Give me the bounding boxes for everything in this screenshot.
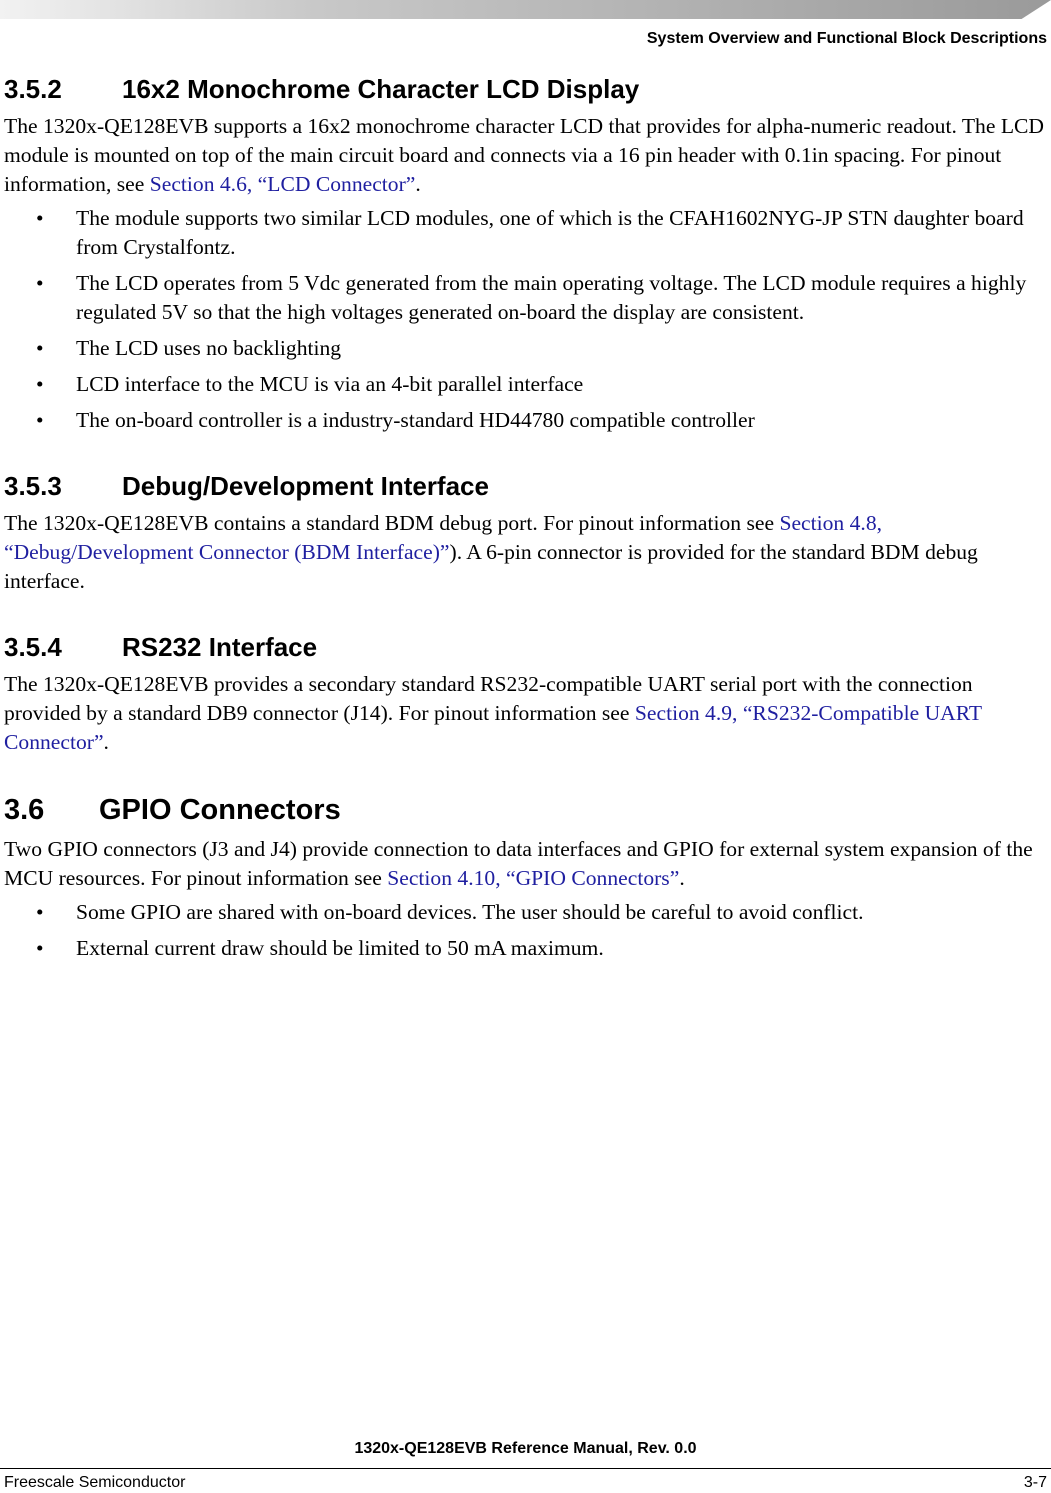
section-number: 3.6 bbox=[4, 794, 45, 826]
list-item bbox=[4, 406, 1047, 435]
running-header: System Overview and Functional Block Descriptions bbox=[646, 30, 1047, 47]
section-3-5-3 bbox=[4, 471, 1047, 596]
list-item bbox=[4, 898, 1047, 927]
section-paragraph bbox=[4, 112, 1047, 199]
bullet-icon: • bbox=[36, 271, 44, 295]
paragraph-text-end: . bbox=[415, 172, 421, 196]
list-item bbox=[4, 269, 1047, 327]
bullet-list bbox=[4, 204, 1047, 435]
section-title: Debug/Development Interface bbox=[122, 471, 489, 501]
cross-reference-link[interactable]: Section 4.6, “LCD Connector” bbox=[149, 172, 416, 196]
section-title: RS232 Interface bbox=[122, 632, 318, 662]
list-item-text: The LCD operates from 5 Vdc generated from the main operating voltage. The LCD module requires a highly regulated 5V so that the high voltages generated on-board the display are consistent. bbox=[76, 271, 1027, 324]
list-item bbox=[4, 934, 1047, 963]
list-item bbox=[4, 204, 1047, 262]
section-paragraph bbox=[4, 835, 1047, 893]
bullet-icon: • bbox=[36, 336, 44, 360]
paragraph-text-end: . bbox=[103, 730, 109, 754]
section-title: 16x2 Monochrome Character LCD Display bbox=[122, 74, 640, 104]
paragraph-text: Two GPIO connectors (J3 and J4) provide connection to data interfaces and GPIO for external system expansion of the MCU resources. For pinout information see bbox=[4, 837, 1033, 890]
section-number: 3.5.2 bbox=[4, 74, 62, 104]
section-heading bbox=[4, 793, 1047, 827]
paragraph-text: The 1320x-QE128EVB provides a secondary standard RS232-compatible UART serial port with the connection provided by a standard DB9 connector (J14). For pinout information see bbox=[4, 672, 973, 725]
list-item-text: External current draw should be limited to 50 mA maximum. bbox=[76, 936, 604, 960]
bullet-icon: • bbox=[36, 408, 44, 432]
paragraph-text: The 1320x-QE128EVB contains a standard BDM debug port. For pinout information see bbox=[4, 511, 780, 535]
footer-divider bbox=[0, 1468, 1051, 1469]
section-3-5-4 bbox=[4, 632, 1047, 757]
list-item-text: LCD interface to the MCU is via an 4-bit parallel interface bbox=[76, 372, 584, 396]
paragraph-text-end: ). A 6-pin connector is provided for the standard BDM debug interface. bbox=[4, 540, 978, 593]
list-item-text: The LCD uses no backlighting bbox=[76, 336, 342, 360]
section-paragraph bbox=[4, 509, 1047, 596]
section-heading bbox=[4, 74, 1047, 104]
list-item-text: Some GPIO are shared with on-board devices. The user should be careful to avoid conflict. bbox=[76, 900, 864, 924]
cross-reference-link[interactable]: Section 4.10, “GPIO Connectors” bbox=[387, 866, 680, 890]
section-3-5-2 bbox=[4, 74, 1047, 435]
bullet-icon: • bbox=[36, 372, 44, 396]
section-heading bbox=[4, 471, 1047, 501]
footer-page-number: 3-7 bbox=[1023, 1474, 1047, 1491]
header-bar bbox=[0, 0, 1051, 19]
bullet-list bbox=[4, 898, 1047, 963]
list-item-text: The module supports two similar LCD modules, one of which is the CFAH1602NYG-JP STN daughter board from Crystalfontz. bbox=[76, 206, 1024, 259]
list-item bbox=[4, 370, 1047, 399]
section-heading bbox=[4, 632, 1047, 662]
paragraph-text-end: . bbox=[679, 866, 685, 890]
section-number: 3.5.3 bbox=[4, 471, 62, 501]
list-item bbox=[4, 334, 1047, 363]
section-number: 3.5.4 bbox=[4, 632, 62, 662]
list-item-text: The on-board controller is a industry-standard HD44780 compatible controller bbox=[76, 408, 755, 432]
footer-manual-title: 1320x-QE128EVB Reference Manual, Rev. 0.0 bbox=[354, 1440, 697, 1457]
paragraph-text: The 1320x-QE128EVB supports a 16x2 monochrome character LCD that provides for alpha-numeric readout. The LCD module is mounted on top of the main circuit board and connects via a 16 pin header with 0.1in spacing. For pinout information, see bbox=[4, 114, 1045, 196]
cross-reference-link[interactable]: Section 4.9, “RS232-Compatible UART Connector” bbox=[4, 701, 982, 754]
section-title: GPIO Connectors bbox=[99, 794, 341, 826]
page-content bbox=[4, 74, 1047, 987]
footer-company: Freescale Semiconductor bbox=[4, 1474, 186, 1491]
section-3-6 bbox=[4, 793, 1047, 963]
bullet-icon: • bbox=[36, 206, 44, 230]
section-paragraph bbox=[4, 670, 1047, 757]
bullet-icon: • bbox=[36, 900, 44, 924]
bullet-icon: • bbox=[36, 936, 44, 960]
cross-reference-link[interactable]: Section 4.8, “Debug/Development Connector (BDM Interface)” bbox=[4, 511, 883, 564]
